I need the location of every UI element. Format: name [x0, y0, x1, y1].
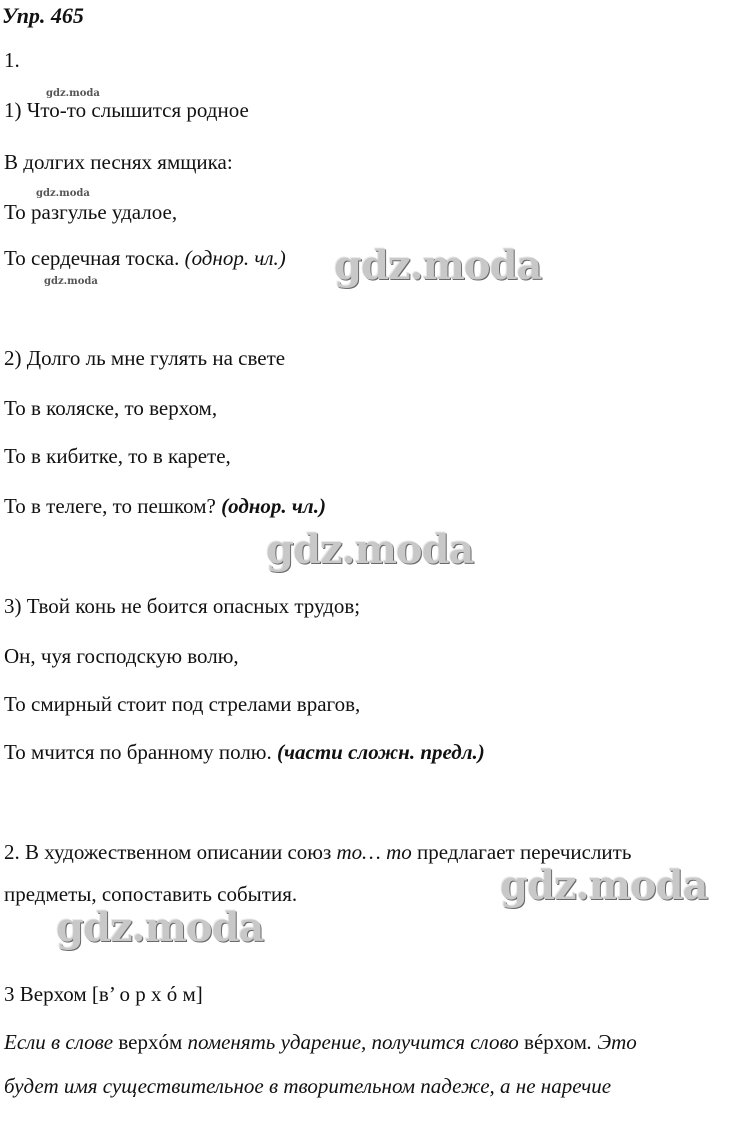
section3-line1: [4, 1030, 637, 1054]
exercise-title: Упр. 465: [2, 3, 84, 28]
section3-p1: Если в слове: [4, 1030, 119, 1054]
poem2-note: (однор. чл.): [221, 494, 326, 518]
watermark-small-1: gdz.moda: [46, 88, 100, 99]
section2-line1: [4, 840, 631, 864]
poem3-note: (части сложн. предл.): [277, 740, 485, 764]
section3-transcription: [в’ о р х ó м]: [91, 982, 203, 1006]
section2-line2: предметы, сопоставить события.: [4, 882, 298, 906]
poem2-line2: То в коляске, то верхом,: [4, 396, 218, 420]
poem2-line1: 2) Долго ль мне гулять на свете: [4, 346, 286, 370]
section2-prefix: 2. В художественном описании союз: [4, 840, 337, 864]
poem1-line4-text: То сердечная тоска.: [4, 246, 180, 270]
section3-word1: верхóм: [118, 1030, 183, 1054]
watermark-large-2: gdz.moda: [266, 526, 474, 573]
section3-p2: поменять ударение, получится слово: [182, 1030, 525, 1054]
section3-word2: вéрхом: [524, 1030, 587, 1054]
section3-heading: [4, 982, 203, 1006]
poem3-line1: 3) Твой конь не боится опасных трудов;: [4, 594, 361, 618]
poem3-line2: Он, чуя господскую волю,: [4, 644, 239, 668]
poem1-line2: В долгих песнях ямщика:: [4, 150, 233, 174]
section3-line2: будет имя существительное в творительном падеже, а не наречие: [4, 1074, 612, 1098]
poem1-note: (однор. чл.): [184, 246, 286, 270]
poem2-line4-text: То в телеге, то пешком?: [4, 494, 216, 518]
watermark-large-1: gdz.moda: [334, 242, 542, 289]
poem2-line4: [4, 494, 326, 518]
watermark-small-2: gdz.moda: [36, 188, 90, 199]
poem2-line3: То в кибитке, то в карете,: [4, 444, 231, 468]
section-1-number: 1.: [4, 48, 20, 72]
poem1-line3: То разгулье удалое,: [4, 200, 178, 224]
section2-conjunction: то… то: [336, 840, 412, 864]
poem1-line1: 1) Что-то слышится родное: [4, 98, 249, 122]
poem3-line4-text: То мчится по бранному полю.: [4, 740, 272, 764]
section3-label: 3 Верхом: [4, 982, 87, 1006]
section2-suffix: предлагает перечислить: [411, 840, 632, 864]
poem3-line4: [4, 740, 485, 764]
poem3-line3: То смирный стоит под стрелами врагов,: [4, 692, 361, 716]
watermark-large-4: gdz.moda: [56, 904, 264, 951]
section3-p3: . Это: [586, 1030, 637, 1054]
poem1-line4: [4, 246, 286, 270]
watermark-large-3: gdz.moda: [500, 862, 708, 909]
watermark-small-3: gdz.moda: [44, 276, 98, 287]
